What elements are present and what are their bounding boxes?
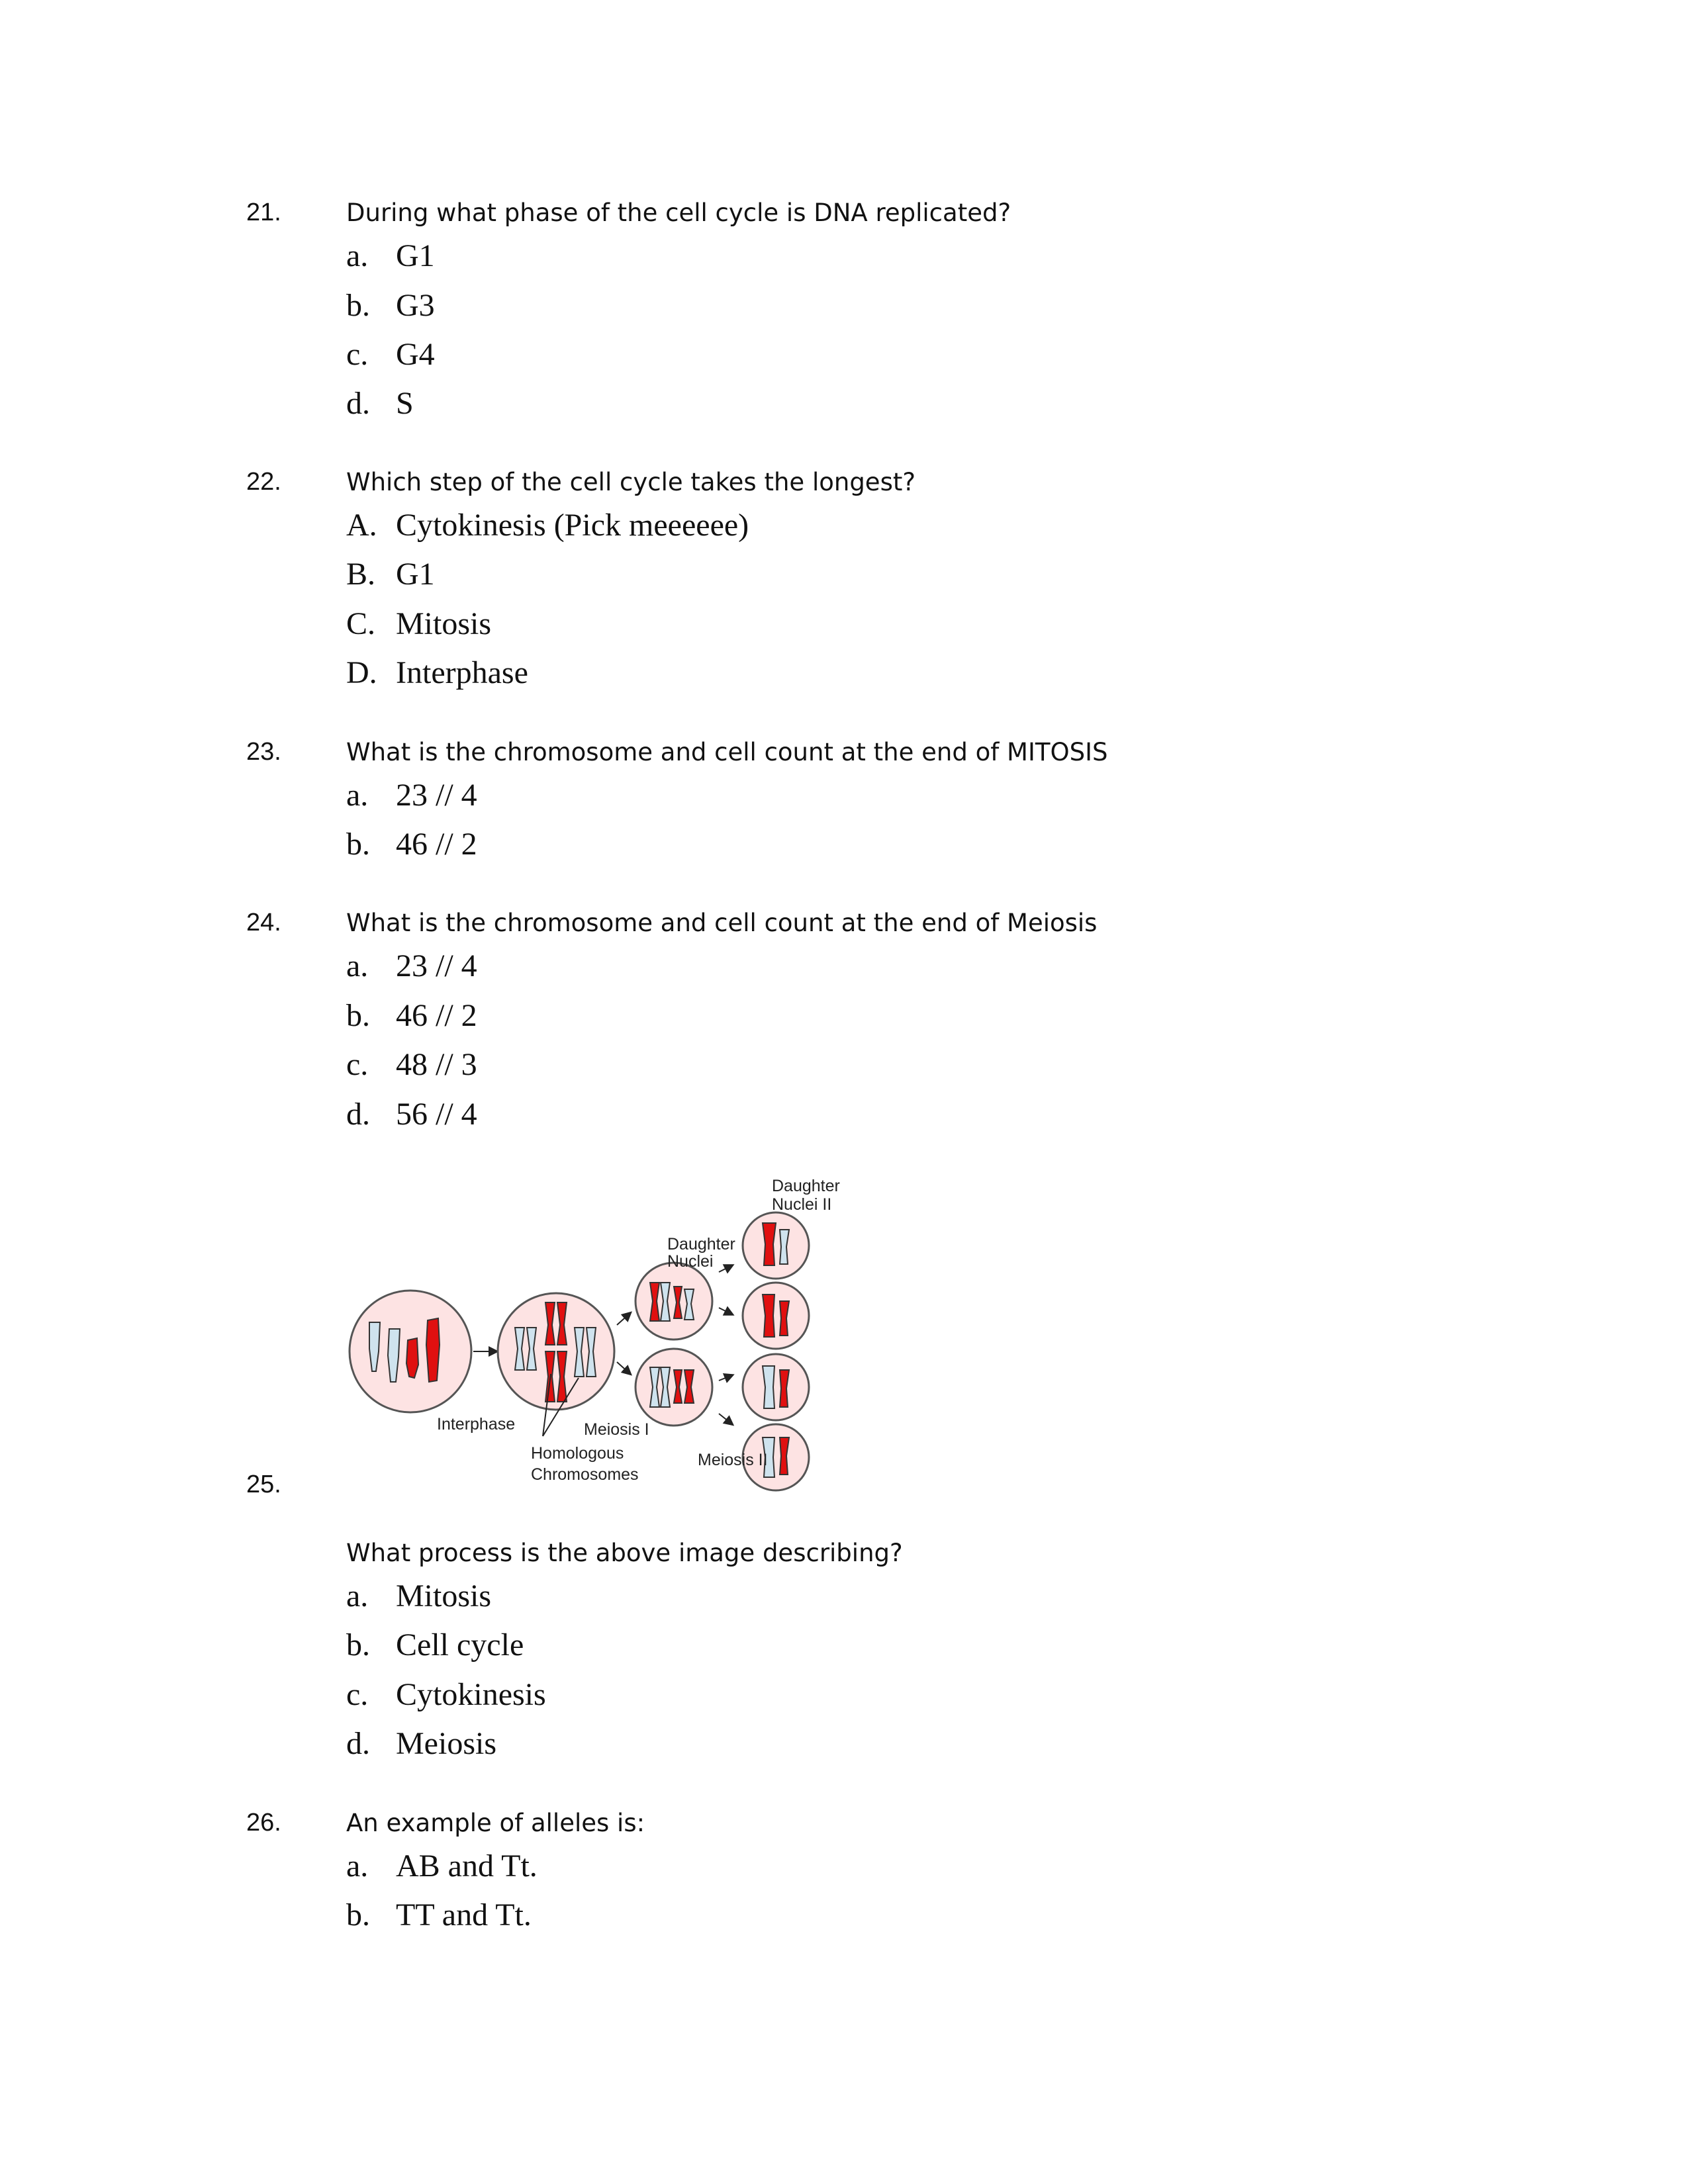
- option-text: Cell cycle: [396, 1627, 524, 1662]
- option-letter: c.: [346, 1677, 369, 1712]
- daughter-nucleus-ii-1: [743, 1212, 809, 1279]
- option-letter: b.: [346, 827, 370, 862]
- option-letter: c.: [346, 1047, 369, 1082]
- daughter-nucleus-2: [635, 1349, 712, 1426]
- question-number: 22.: [246, 468, 281, 496]
- answer-option: [346, 556, 435, 596]
- option-text: 46 // 2: [396, 827, 477, 862]
- question-number: 23.: [246, 738, 281, 766]
- answer-option: [346, 1897, 532, 1936]
- daughter-nucleus-ii-3: [743, 1354, 809, 1420]
- answer-option: [346, 655, 528, 694]
- option-letter: A.: [346, 508, 377, 543]
- answer-option: [346, 606, 491, 645]
- daughter-nucleus-1: [635, 1263, 712, 1340]
- option-letter: b.: [346, 1897, 370, 1933]
- option-text: 23 // 4: [396, 948, 477, 983]
- arrow: [719, 1414, 732, 1424]
- label-daughter-nuclei-ii-line2: Nuclei II: [772, 1195, 832, 1214]
- question-text: During what phase of the cell cycle is DNA replicated?: [346, 199, 1011, 227]
- option-letter: B.: [346, 557, 376, 592]
- option-letter: a.: [346, 1848, 369, 1884]
- question-text: An example of alleles is:: [346, 1809, 645, 1837]
- answer-option: [346, 1848, 538, 1888]
- option-text: Mitosis: [396, 606, 492, 641]
- option-text: S: [396, 386, 414, 421]
- option-letter: a.: [346, 1578, 369, 1614]
- answer-option: [346, 1578, 491, 1617]
- answer-option: [346, 1046, 477, 1086]
- answer-option: [346, 385, 414, 425]
- label-meiosis-ii: Meiosis II: [698, 1451, 768, 1469]
- meiosis-diagram: [344, 1171, 861, 1496]
- option-letter: a.: [346, 238, 369, 273]
- option-text: Interphase: [396, 655, 528, 690]
- option-letter: a.: [346, 948, 369, 983]
- label-interphase: Interphase: [437, 1415, 516, 1433]
- option-letter: D.: [346, 655, 377, 690]
- arrow: [617, 1313, 630, 1325]
- question-number: 26.: [246, 1809, 281, 1837]
- question-text: What is the chromosome and cell count at the end of MITOSIS: [346, 738, 1108, 766]
- label-daughter-nuclei-ii: Daughter: [772, 1177, 840, 1195]
- answer-option: [346, 238, 435, 277]
- question-text: What process is the above image describing?: [346, 1539, 903, 1567]
- option-letter: b.: [346, 288, 370, 323]
- question-number: 24.: [246, 909, 281, 936]
- question-number: 21.: [246, 199, 281, 226]
- answer-option: [346, 1676, 546, 1716]
- option-text: 23 // 4: [396, 778, 477, 813]
- answer-option: [346, 507, 749, 547]
- answer-option: [346, 287, 435, 327]
- label-chromosomes: Chromosomes: [531, 1465, 639, 1484]
- question-number: 25.: [246, 1471, 281, 1498]
- answer-option: [346, 777, 477, 817]
- option-letter: d.: [346, 1726, 370, 1761]
- label-daughter-nuclei: Daughter: [667, 1235, 735, 1253]
- question-text: Which step of the cell cycle takes the longest?: [346, 468, 915, 496]
- option-letter: C.: [346, 606, 376, 641]
- option-text: Mitosis: [396, 1578, 492, 1614]
- option-text: 56 // 4: [396, 1097, 477, 1132]
- interphase-cell: [350, 1291, 471, 1412]
- meiosis-i-cell: [498, 1293, 614, 1410]
- answer-option: [346, 1627, 524, 1666]
- option-text: G4: [396, 337, 435, 372]
- question-text: What is the chromosome and cell count at the end of Meiosis: [346, 909, 1098, 937]
- label-meiosis-i: Meiosis I: [584, 1420, 649, 1439]
- arrow: [617, 1362, 630, 1374]
- daughter-nucleus-ii-2: [743, 1283, 809, 1349]
- answer-option: [346, 1096, 477, 1136]
- option-text: AB and Tt.: [396, 1848, 538, 1884]
- option-text: G1: [396, 557, 435, 592]
- option-text: 46 // 2: [396, 998, 477, 1033]
- option-text: 48 // 3: [396, 1047, 477, 1082]
- answer-option: [346, 1725, 496, 1765]
- arrow: [719, 1375, 732, 1381]
- option-text: TT and Tt.: [396, 1897, 532, 1933]
- option-text: Cytokinesis (Pick meeeeee): [396, 508, 749, 543]
- option-letter: b.: [346, 998, 370, 1033]
- option-letter: c.: [346, 337, 369, 372]
- option-text: Cytokinesis: [396, 1677, 546, 1712]
- option-letter: d.: [346, 386, 370, 421]
- option-text: G1: [396, 238, 435, 273]
- arrow: [719, 1265, 732, 1272]
- option-text: Meiosis: [396, 1726, 497, 1761]
- answer-option: [346, 826, 477, 866]
- option-letter: b.: [346, 1627, 370, 1662]
- option-text: G3: [396, 288, 435, 323]
- answer-option: [346, 336, 435, 376]
- answer-option: [346, 948, 477, 987]
- option-letter: a.: [346, 778, 369, 813]
- option-letter: d.: [346, 1097, 370, 1132]
- arrow: [719, 1308, 732, 1314]
- answer-option: [346, 997, 477, 1037]
- label-daughter-nuclei-line2: Nuclei: [667, 1252, 714, 1271]
- label-homologous: Homologous: [531, 1444, 624, 1463]
